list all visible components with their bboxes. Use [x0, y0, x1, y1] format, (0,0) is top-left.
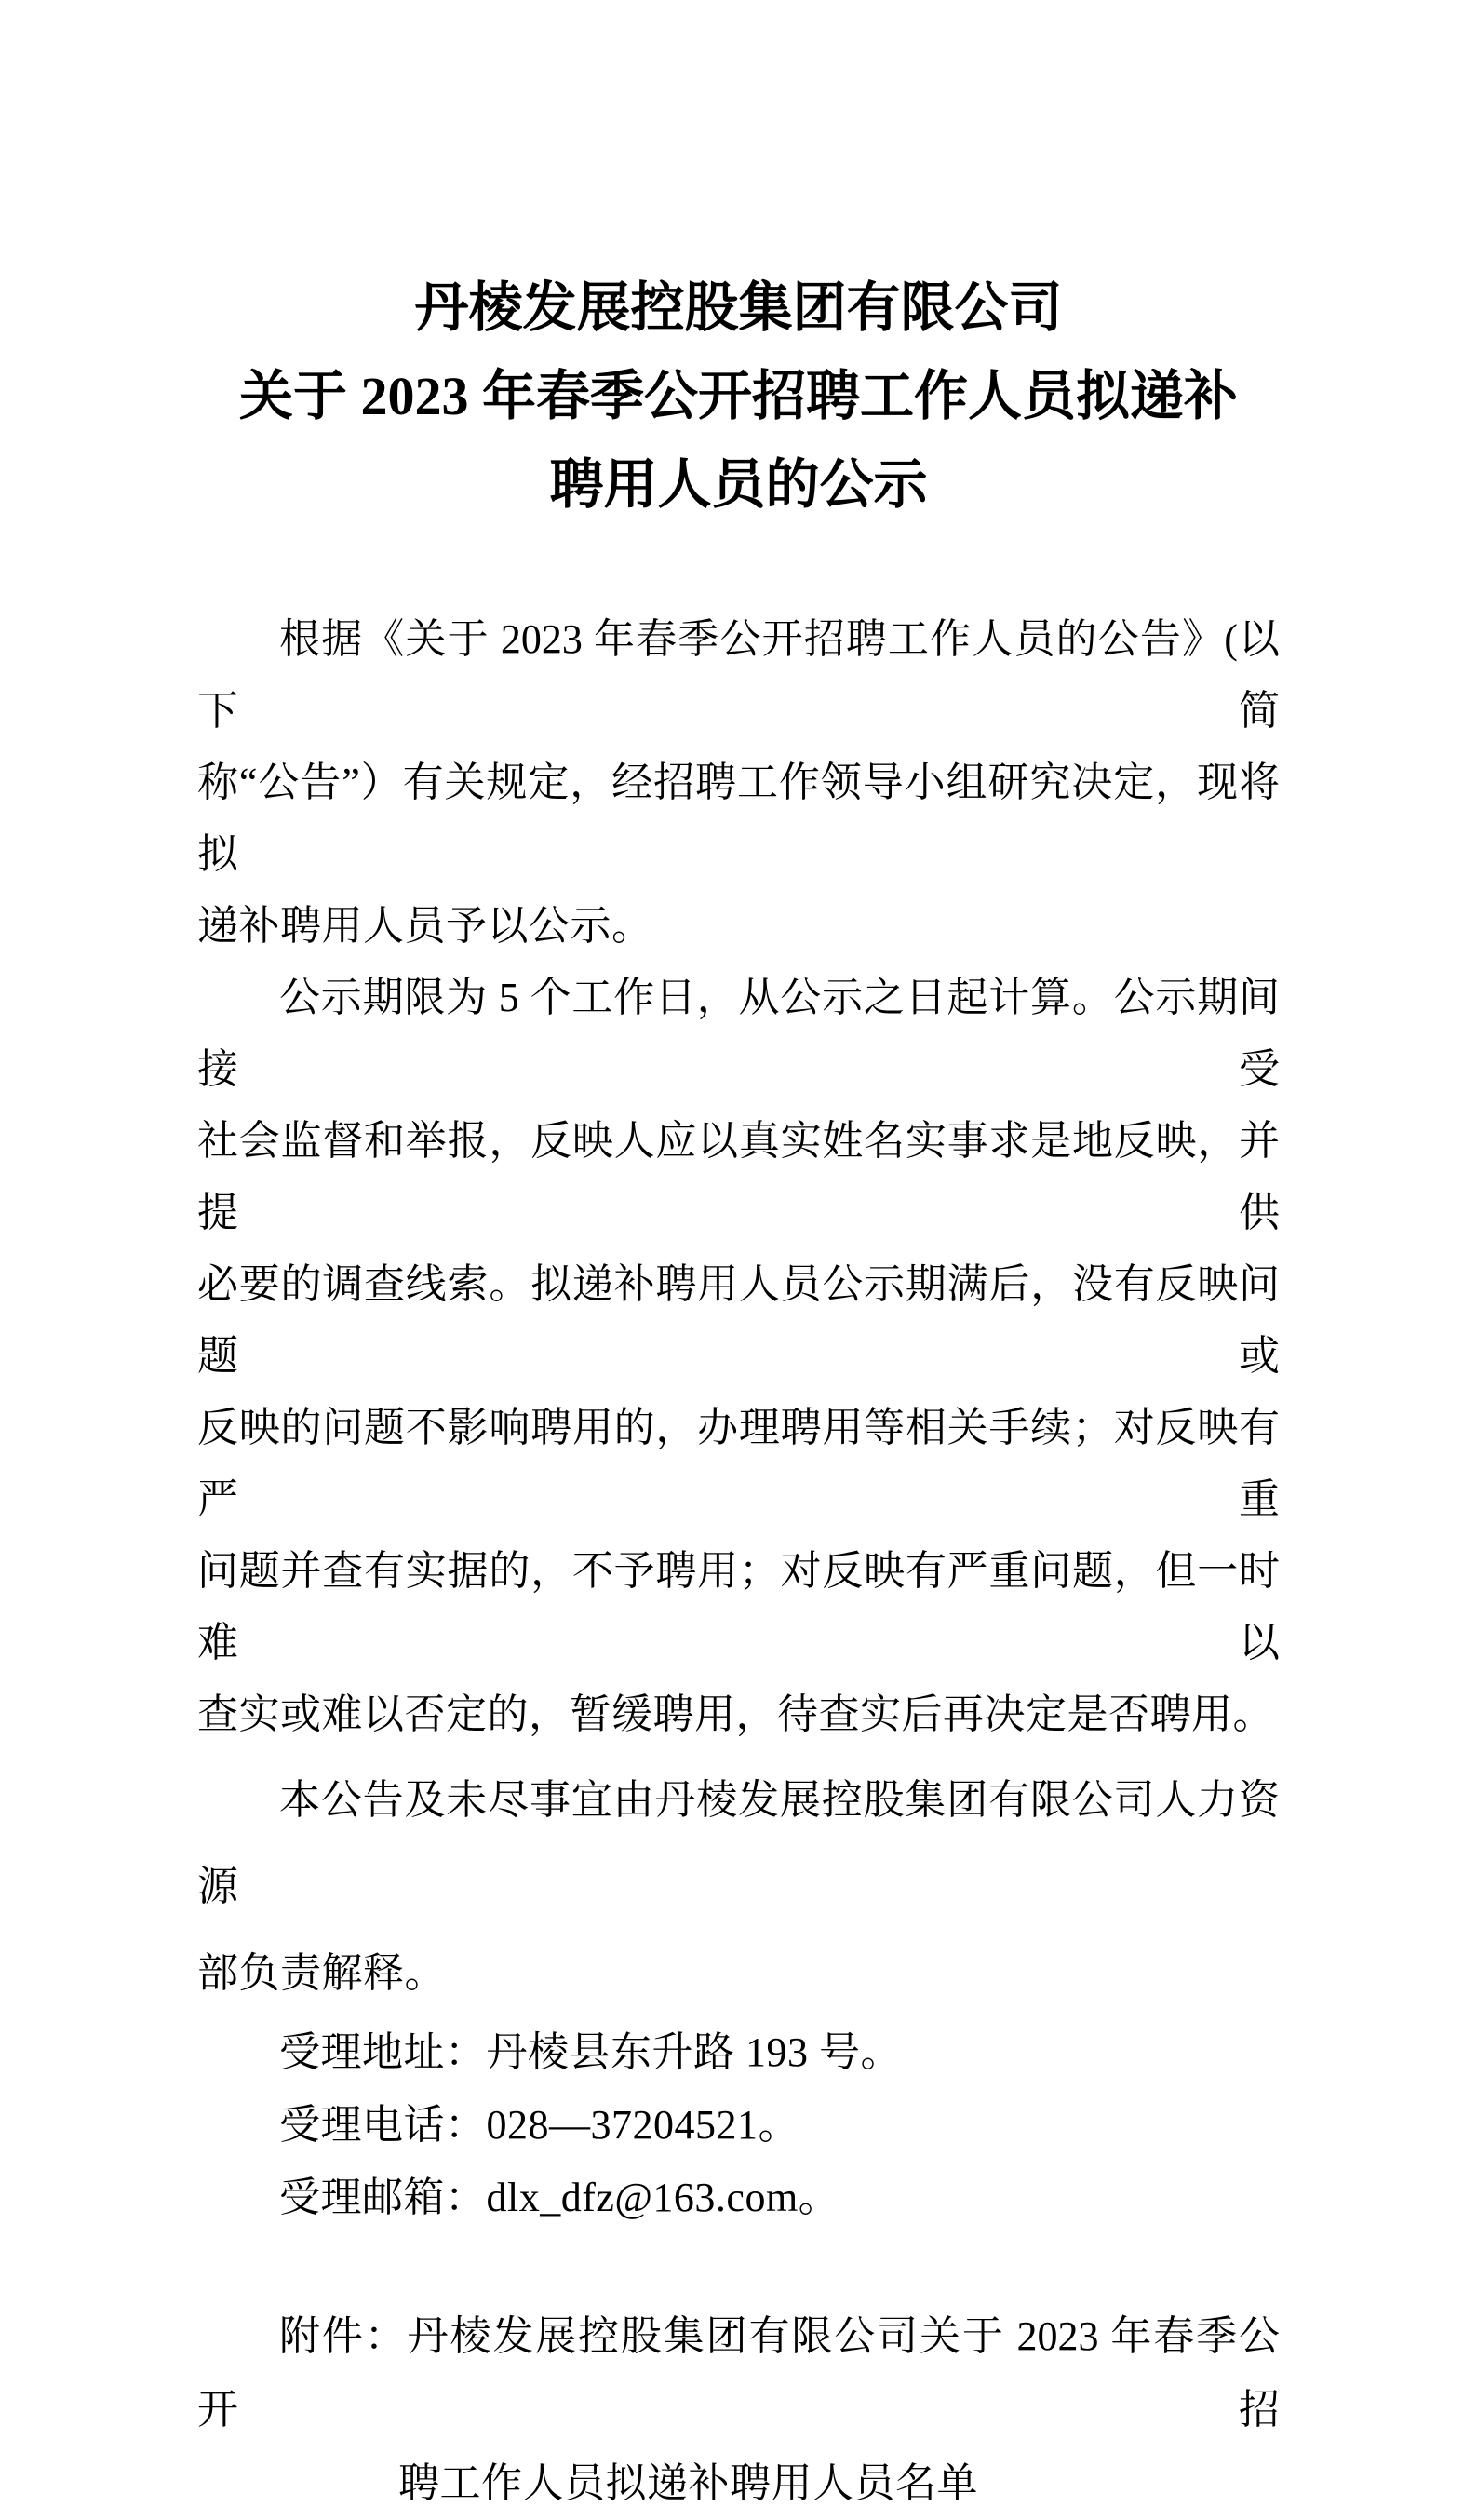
body-line: 部负责解释。 [197, 1950, 446, 1996]
attachment-line-2: 聘工作人员拟递补聘用人员名单 [398, 2460, 978, 2506]
body-line: 递补聘用人员予以公示。 [197, 903, 653, 949]
contact-block [197, 2016, 1280, 2234]
body-line: 必要的调查线索。拟递补聘用人员公示期满后，没有反映问题或 [197, 1261, 1280, 1379]
body-line: 问题并查有实据的，不予聘用；对反映有严重问题，但一时难以 [197, 1548, 1280, 1665]
body-line: 公示期限为 5 个工作日，从公示之日起计算。公示期间接受 [197, 975, 1280, 1092]
body-line: 查实或难以否定的，暂缓聘用，待查实后再决定是否聘用。 [197, 1691, 1274, 1737]
attachment-note [197, 2299, 1280, 2520]
title-line-3: 聘用人员的公示 [549, 454, 928, 515]
contact-phone-line: 受理电话：028—37204521。 [279, 2102, 799, 2148]
body-line: 本公告及未尽事宜由丹棱发展控股集团有限公司人力资源 [197, 1777, 1280, 1909]
paragraph-basis [197, 603, 1280, 962]
title-line-2: 关于 2023 年春季公开招聘工作人员拟递补 [238, 366, 1238, 426]
body-line: 根据《关于 2023 年春季公开招聘工作人员的公告》(以下简 [197, 616, 1280, 734]
paragraph-interpretation [197, 1757, 1280, 2016]
document-title [197, 263, 1280, 529]
body-line: 社会监督和举报，反映人应以真实姓名实事求是地反映，并提供 [197, 1118, 1280, 1235]
body-line: 称“公告”）有关规定，经招聘工作领导小组研究决定，现将拟 [197, 760, 1280, 877]
contact-address-line: 受理地址：丹棱县东升路 193 号。 [279, 2029, 902, 2075]
paragraph-publicity-period [197, 962, 1280, 1750]
body-line: 反映的问题不影响聘用的，办理聘用等相关手续；对反映有严重 [197, 1405, 1280, 1522]
contact-email-line: 受理邮箱：dlx_dfz@163.com。 [279, 2175, 840, 2220]
attachment-line-1: 附件：丹棱发展控股集团有限公司关于 2023 年春季公开招 [197, 2313, 1280, 2432]
title-line-1: 丹棱发展控股集团有限公司 [414, 277, 1063, 338]
